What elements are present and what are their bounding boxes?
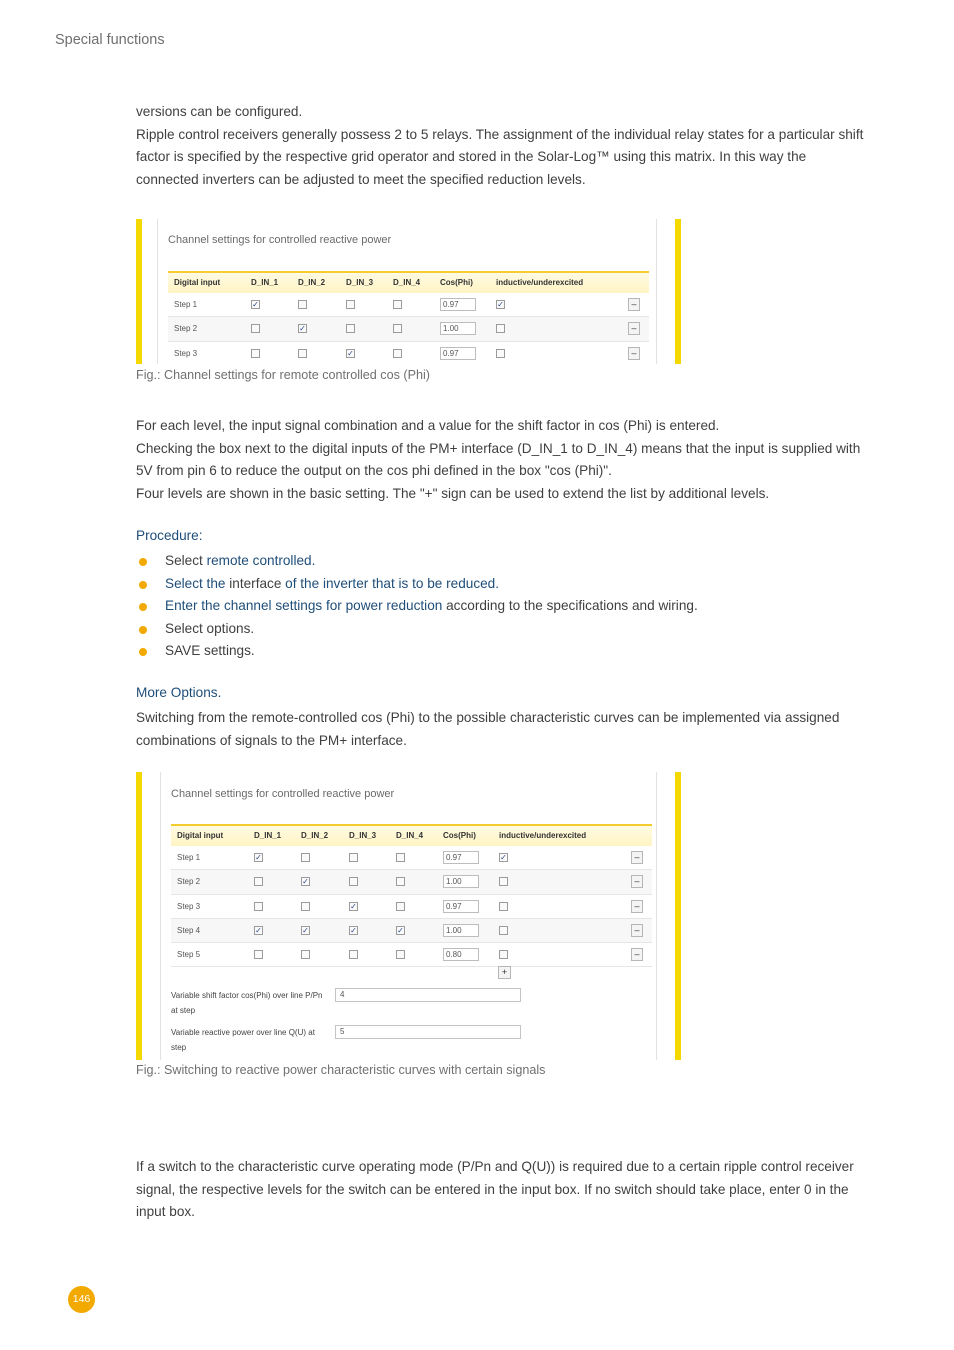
step-label: Step 1	[177, 853, 201, 862]
digital-input-checkbox[interactable]	[393, 300, 402, 309]
digital-input-checkbox[interactable]: ✓	[302, 925, 309, 935]
digital-input-checkbox[interactable]	[349, 853, 358, 862]
step-label: Step 1	[174, 300, 198, 309]
table-row	[168, 293, 649, 317]
bullet-icon	[139, 648, 147, 656]
table-row	[171, 895, 652, 919]
column-header: D_IN_3	[349, 831, 377, 840]
digital-input-checkbox[interactable]: ✓	[302, 877, 309, 887]
step-label: Step 4	[177, 925, 201, 935]
list-item: Enter the channel settings for power reduction according to the specifications and wiring.	[136, 595, 698, 618]
channel-table	[171, 824, 652, 967]
bullet-icon	[139, 603, 147, 611]
intro-line-1: versions can be configured.	[136, 104, 303, 119]
shift-factor-input[interactable]: 4	[335, 988, 521, 1002]
step-label: Step 2	[174, 324, 198, 334]
column-header: D_IN_2	[301, 831, 329, 840]
digital-input-checkbox[interactable]: ✓	[350, 901, 357, 911]
cos-phi-input[interactable]: 0.97	[440, 347, 476, 360]
column-header: Digital input	[177, 831, 224, 840]
column-header: D_IN_2	[298, 278, 326, 287]
more-options-text: Switching from the remote-controlled cos (Phi) to the possible characteristic curves can be implemented via assigned combinations of signals to the PM+ interface.	[136, 710, 840, 748]
intro-text	[136, 101, 866, 191]
digital-input-checkbox[interactable]: ✓	[252, 300, 259, 309]
inductive-checkbox[interactable]	[496, 324, 505, 333]
column-header: D_IN_3	[346, 278, 374, 287]
digital-input-checkbox[interactable]	[346, 300, 355, 309]
cos-phi-input[interactable]: 0.80	[443, 948, 479, 961]
column-header: inductive/underexcited	[499, 831, 587, 840]
digital-input-checkbox[interactable]	[396, 950, 405, 959]
cos-phi-input[interactable]: 0.97	[443, 900, 479, 913]
intro-paragraph: Ripple control receivers generally possess 2 to 5 relays. The assignment of the individual relay states for a particular shift factor is specified by the respective grid operator and stored in the Solar-Log™ using this matrix. In this way the connected inverters can be adjusted to meet the specified reduction levels.	[136, 126, 864, 187]
inductive-checkbox[interactable]	[499, 877, 508, 886]
cos-phi-input[interactable]: 1.00	[443, 875, 479, 888]
table-row	[168, 342, 649, 364]
digital-input-checkbox[interactable]	[298, 349, 307, 358]
middle-line-2: Checking the box next to the digital inputs of the PM+ interface (D_IN_1 to D_IN_4) means that the input is supplied with 5V from pin 6 to reduce the output on the cos phi defined in the box "cos (Phi)".	[136, 440, 861, 479]
shift-factor-label: Variable shift factor cos(Phi) over line P/Pn at step	[171, 991, 323, 1015]
figure-caption-2: Fig.: Switching to reactive power characteristic curves with certain signals	[136, 1063, 546, 1077]
digital-input-checkbox[interactable]	[301, 950, 310, 959]
remove-step-button[interactable]: –	[631, 948, 643, 961]
list-item: Select remote controlled.	[136, 550, 698, 573]
cos-phi-input[interactable]: 1.00	[443, 924, 479, 937]
figure-channel-settings-1	[136, 219, 681, 364]
panel-title: Channel settings for controlled reactive power	[171, 788, 395, 800]
digital-input-checkbox[interactable]	[254, 902, 263, 911]
add-step-button[interactable]: +	[498, 966, 511, 979]
digital-input-checkbox[interactable]	[349, 950, 358, 959]
channel-table	[168, 271, 649, 364]
digital-input-checkbox[interactable]	[396, 853, 405, 862]
column-header: D_IN_1	[251, 278, 279, 287]
procedure-list	[136, 550, 698, 663]
list-item: SAVE settings.	[136, 640, 698, 663]
digital-input-checkbox[interactable]	[346, 324, 355, 333]
inductive-checkbox[interactable]	[496, 349, 505, 358]
step-label: Step 3	[177, 901, 201, 911]
procedure-heading: Procedure:	[136, 528, 203, 543]
digital-input-checkbox[interactable]	[393, 349, 402, 358]
column-header: inductive/underexcited	[496, 278, 584, 287]
step-label: Step 2	[177, 877, 201, 887]
middle-line-3: Four levels are shown in the basic setting. The "+" sign can be used to extend the list by additional levels.	[136, 485, 770, 501]
inductive-checkbox[interactable]	[499, 902, 508, 911]
remove-step-button[interactable]: –	[631, 875, 643, 888]
digital-input-checkbox[interactable]: ✓	[255, 925, 262, 935]
digital-input-checkbox[interactable]	[254, 877, 263, 886]
remove-step-button[interactable]: –	[631, 900, 643, 913]
inductive-checkbox[interactable]	[499, 926, 508, 935]
remove-step-button[interactable]: –	[628, 298, 640, 311]
figure-caption-1: Fig.: Channel settings for remote controlled cos (Phi)	[136, 368, 430, 382]
list-item: Select the interface of the inverter that is to be reduced.	[136, 573, 698, 596]
bullet-icon	[139, 558, 147, 566]
inductive-checkbox[interactable]: ✓	[497, 300, 504, 309]
digital-input-checkbox[interactable]	[393, 324, 402, 333]
table-row	[171, 870, 652, 894]
remove-step-button[interactable]: –	[628, 322, 640, 335]
digital-input-checkbox[interactable]	[254, 950, 263, 959]
remove-step-button[interactable]: –	[628, 347, 640, 360]
more-options-heading: More Options.	[136, 685, 222, 700]
digital-input-checkbox[interactable]	[301, 853, 310, 862]
inductive-checkbox[interactable]: ✓	[500, 853, 507, 862]
panel-title: Channel settings for controlled reactive power	[168, 234, 392, 246]
digital-input-checkbox[interactable]: ✓	[347, 348, 354, 358]
table-row	[171, 919, 652, 943]
table-header	[171, 824, 652, 846]
digital-input-checkbox[interactable]	[396, 877, 405, 886]
reactive-power-label: Variable reactive power over line Q(U) at step	[171, 1028, 315, 1052]
bullet-icon	[139, 581, 147, 589]
page-number: 146	[68, 1286, 95, 1313]
digital-input-checkbox[interactable]: ✓	[255, 853, 262, 862]
cos-phi-input[interactable]: 0.97	[440, 298, 476, 311]
table-row	[171, 846, 652, 870]
column-header: D_IN_4	[396, 831, 424, 840]
column-header: Cos(Phi)	[440, 278, 473, 287]
digital-input-checkbox[interactable]	[251, 349, 260, 358]
reactive-power-input[interactable]: 5	[335, 1025, 521, 1039]
digital-input-checkbox[interactable]	[349, 877, 358, 886]
column-header: Digital input	[174, 278, 221, 287]
digital-input-checkbox[interactable]	[396, 902, 405, 911]
digital-input-checkbox[interactable]	[298, 300, 307, 309]
remove-step-button[interactable]: –	[631, 851, 643, 864]
closing-text: If a switch to the characteristic curve operating mode (P/Pn and Q(U)) is required due to a certain ripple control receiver signal, the respective levels for the switch can be entered in the input box. If no switch should take place, enter 0 in the input box.	[136, 1159, 854, 1220]
middle-line-1: For each level, the input signal combination and a value for the shift factor in cos (Phi) is entered.	[136, 418, 720, 433]
digital-input-checkbox[interactable]: ✓	[397, 925, 404, 935]
step-label: Step 3	[174, 348, 198, 358]
column-header: D_IN_4	[393, 278, 421, 287]
figure-channel-settings-2	[136, 772, 681, 1060]
middle-text	[136, 415, 866, 505]
inductive-checkbox[interactable]	[499, 950, 508, 959]
digital-input-checkbox[interactable]: ✓	[350, 925, 357, 935]
table-row	[171, 943, 652, 967]
running-header: Special functions	[55, 32, 165, 48]
list-item: Select options.	[136, 618, 698, 641]
step-label: Step 5	[177, 950, 201, 960]
bullet-icon	[139, 626, 147, 634]
cos-phi-input[interactable]: 0.97	[443, 851, 479, 864]
cos-phi-input[interactable]: 1.00	[440, 322, 476, 335]
table-row	[168, 317, 649, 341]
digital-input-checkbox[interactable]	[301, 902, 310, 911]
digital-input-checkbox[interactable]	[251, 324, 260, 333]
table-header	[168, 271, 649, 293]
column-header: Cos(Phi)	[443, 831, 476, 840]
remove-step-button[interactable]: –	[631, 924, 643, 937]
column-header: D_IN_1	[254, 831, 282, 840]
digital-input-checkbox[interactable]: ✓	[299, 324, 306, 334]
